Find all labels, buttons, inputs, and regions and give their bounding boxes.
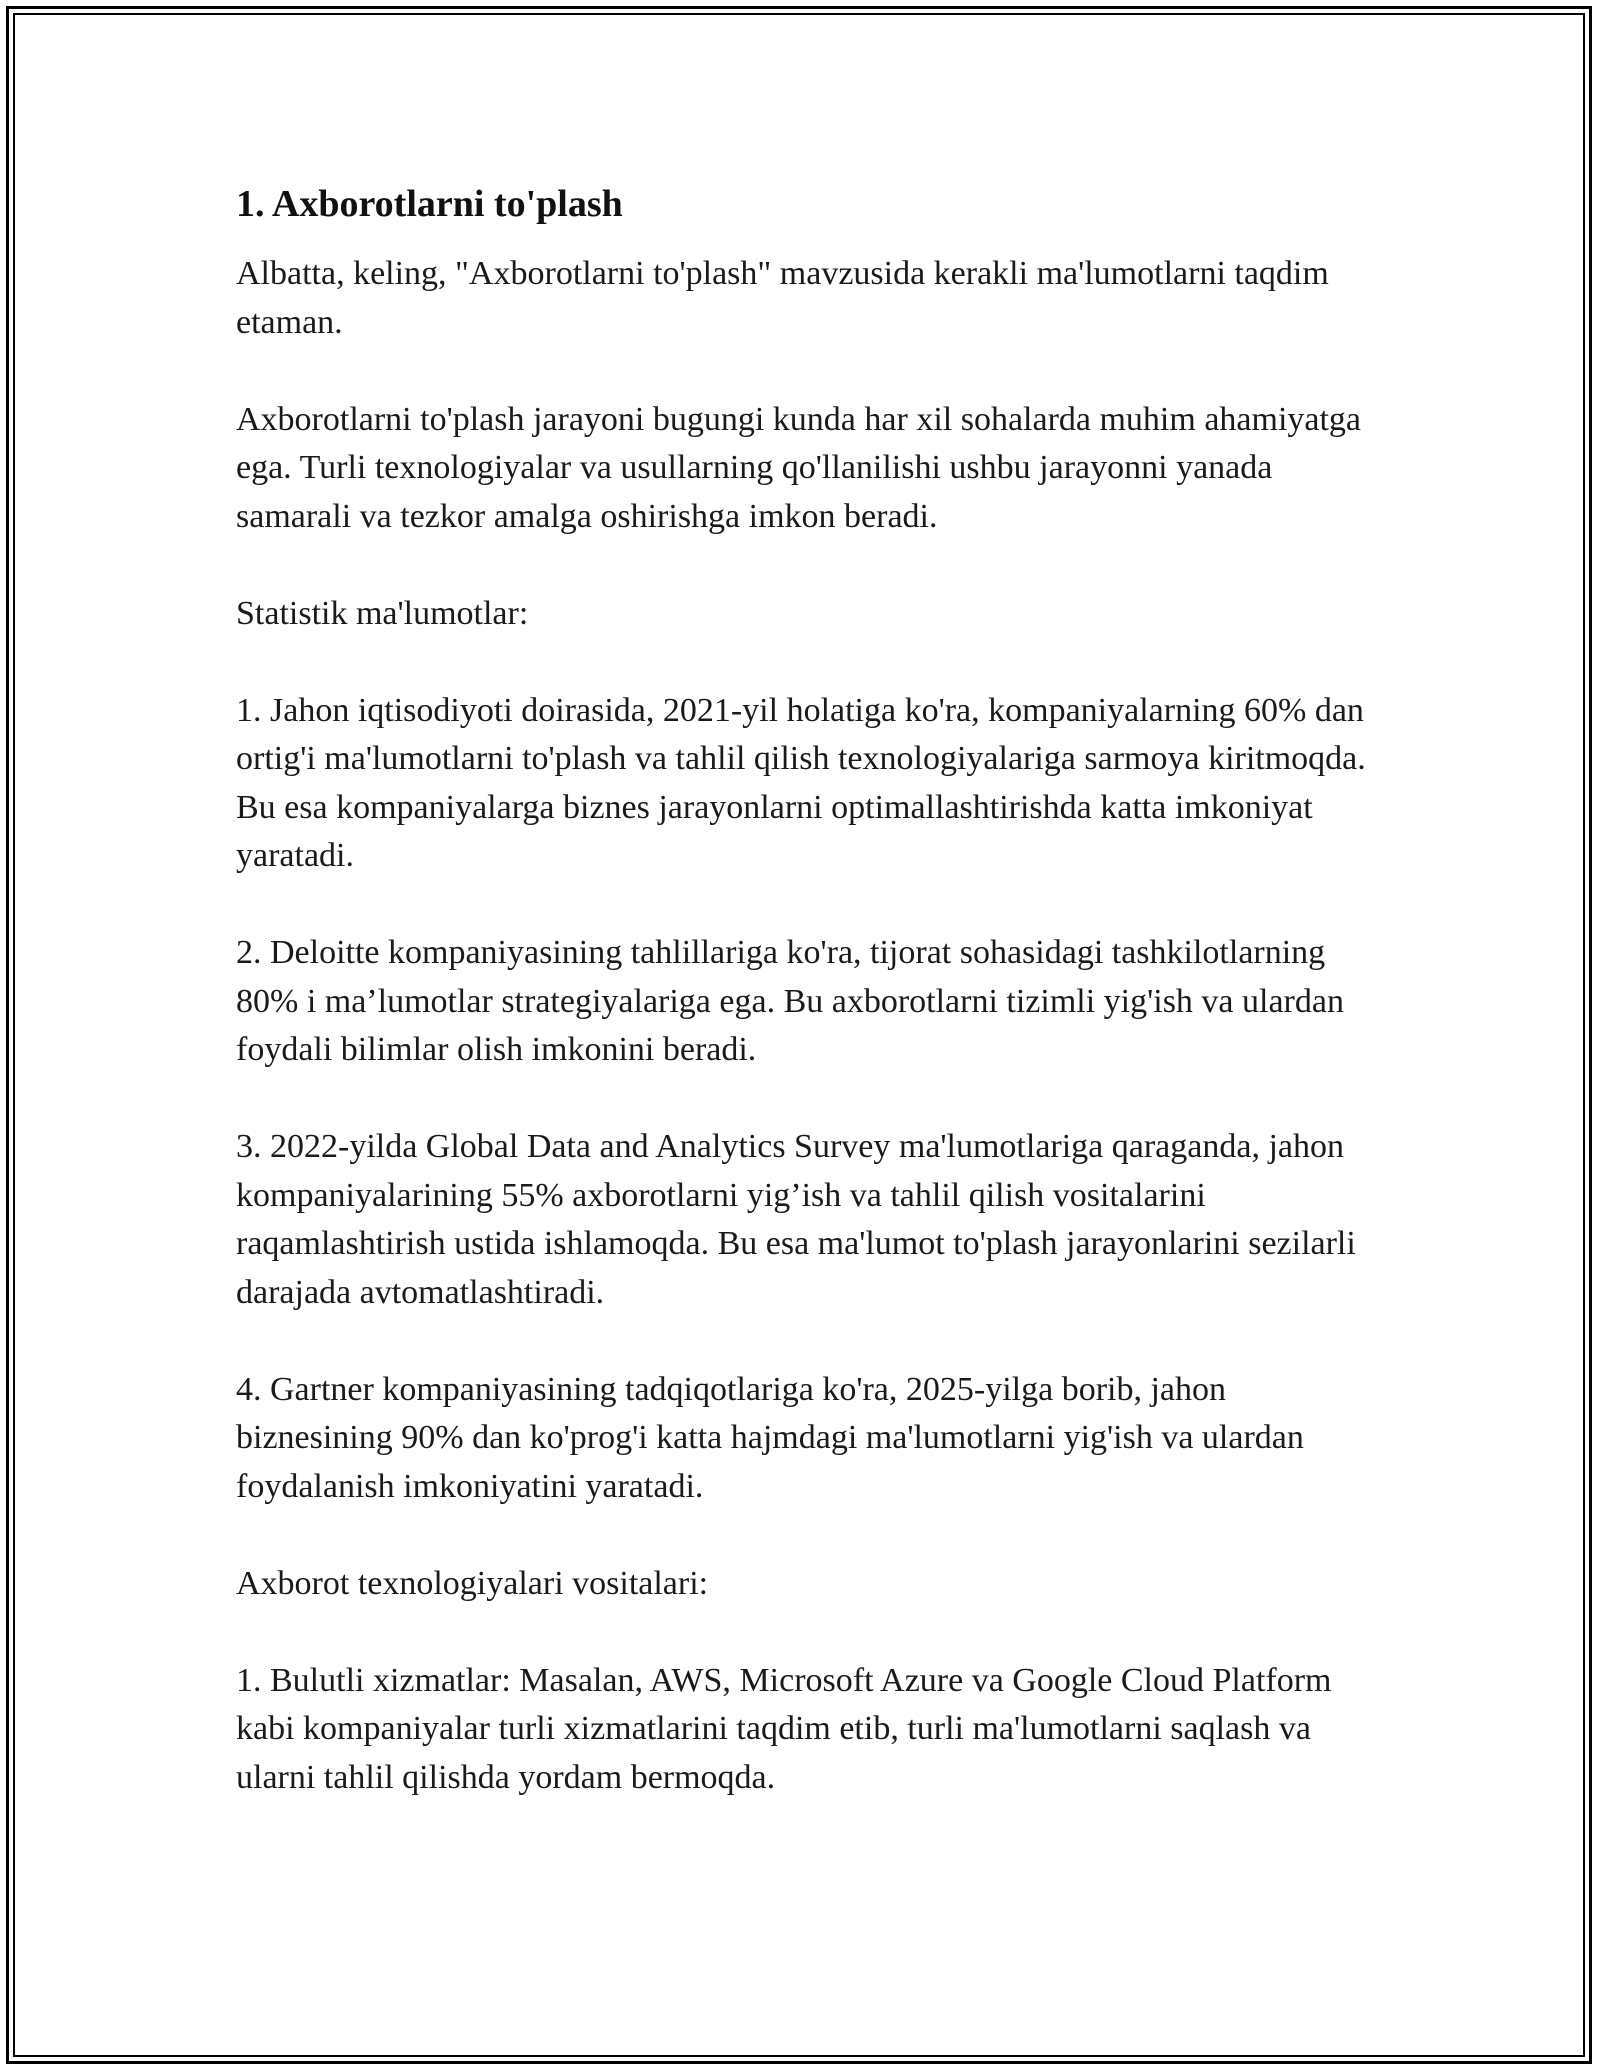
document-title: 1. Axborotlarni to'plash (236, 183, 623, 225)
statistic-item-1: 1. Jahon iqtisodiyoti doirasida, 2021-yil holatiga ko'ra, kompaniyalarning 60% dan ortig'i ma'lumotlarni to'plash va tahlil qilish texnologiyalariga sarmoya kiritmoqda. Bu esa kompaniyalarga biznes jarayonlarni optimallashtirishda katta imkoniyat yaratadi. (236, 691, 1366, 874)
document-body (236, 180, 1366, 1851)
overview-paragraph: Axborotlarni to'plash jarayoni bugungi kunda har xil sohalarda muhim ahamiyatga ega. Turli texnologiyalar va usullarning qo'llanilishi ushbu jarayonni yanada samarali va tezkor amalga oshirishga imkon beradi. (236, 400, 1362, 535)
tool-item-1: 1. Bulutli xizmatlar: Masalan, AWS, Microsoft Azure va Google Cloud Platform kabi kompaniyalar turli xizmatlarini taqdim etib, turli ma'lumotlarni saqlash va ularni tahlil qilishda yordam bermoqda. (236, 1661, 1332, 1796)
statistic-item-3: 3. 2022-yilda Global Data and Analytics Survey ma'lumotlariga qaraganda, jahon kompaniyalarining 55% axborotlarni yig’ish va tahlil qilish vositalarini raqamlashtirish ustida ishlamoqda. Bu esa ma'lumot to'plash jarayonlarini sezilarli darajada avtomatlashtiradi. (236, 1128, 1356, 1311)
tools-heading: Axborot texnologiyalari vositalari: (236, 1564, 709, 1602)
intro-paragraph: Albatta, keling, "Axborotlarni to'plash" mavzusida kerakli ma'lumotlarni taqdim etaman. (236, 255, 1329, 341)
statistic-item-4: 4. Gartner kompaniyasining tadqiqotlariga ko'ra, 2025-yilga borib, jahon biznesining 90% dan ko'prog'i katta hajmdagi ma'lumotlarni yig'ish va ulardan foydalanish imkoniyatini yaratadi. (236, 1370, 1304, 1505)
statistic-item-2: 2. Deloitte kompaniyasining tahlillariga ko'ra, tijorat sohasidagi tashkilotlarning 80% i ma’lumotlar strategiyalariga ega. Bu axborotlarni tizimli yig'ish va ulardan foydali bilimlar olish imkonini beradi. (236, 934, 1344, 1068)
statistics-heading: Statistik ma'lumotlar: (236, 594, 529, 632)
